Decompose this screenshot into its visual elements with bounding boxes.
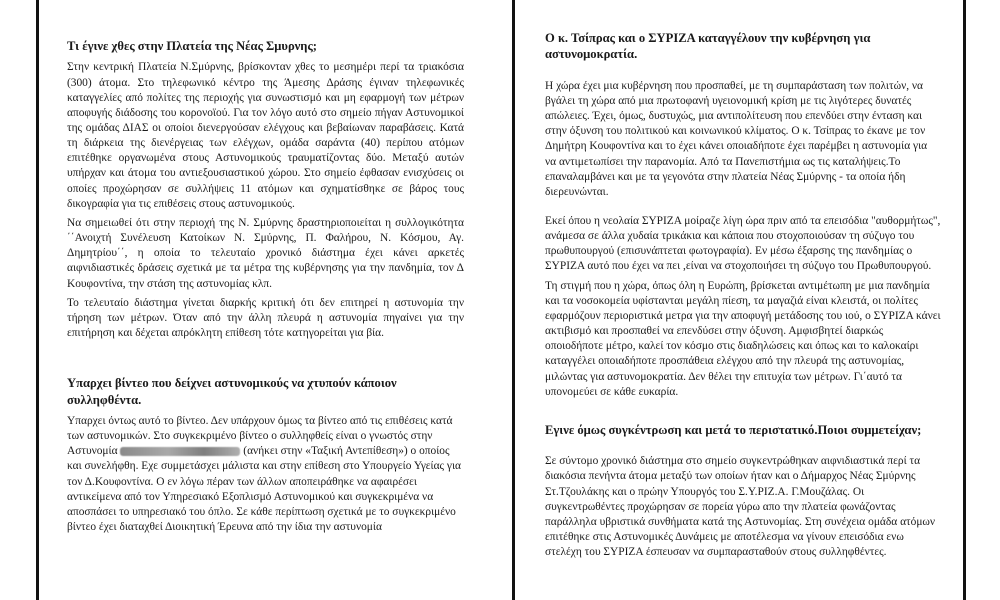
paragraph-collective: Να σημειωθεί ότι στην περιοχή της Ν. Σμύρνης δραστηριοποιείται η συλλογικότητα ΄΄Ανοιχτή Συνέλευση Κατοίκων Ν. Σμύρνης, Π. Φαλήρου, Ν. Κόσμου, Αγ. Δημητρίου΄΄, η οποία το τελευταίο χρονικό διάστημα έχει κάνει αρκετές αιφνιδιαστικές δράσεις σχετικά με τα μέτρα της κυβέρνησης για την πανδημία, τον Δ Κουφοντίνα, την στάση της αστυνομίας κλπ. bbox=[67, 216, 464, 290]
section-heading-video: Υπαρχει βίντεο που δείχνει αστυνομικούς να χτυπούν κάποιον συλληφθέντα. bbox=[67, 376, 397, 407]
right-document-page bbox=[512, 0, 966, 600]
paragraph-incident: Στην κεντρική Πλατεία Ν.Σμύρνης, βρίσκονταν χθες το μεσημέρι περί τα τριακόσια (300) άτομα. Στο τηλεφωνικό κέντρο της Άμεσης Δράσης έγιναν τηλεφωνικές καταγγελίες από πολίτες της περιοχής για συνωστισμό και μη εφαρμογή των μέτρων αποφυγής διάδοσης του κορονοϊού. Για τον λόγο αυτό στο σημείο πήγαν Αστυνομικοί της ομάδας ΔΙΑΣ οι οποίοι διενεργούσαν ελέγχους και βεβαίωναν παραβάσεις. Κατά τη διάρκεια της διενέργειας των ελέγχων, ομάδα σαράντα (40) περίπου ατόμων επιτέθηκε οργανωμένα στους Αστυνομικούς τραυματίζοντας δύο. Μεταξύ αυτών υπήρχαν και άτομα του αντιεξουσιαστικού χώρου. Στο σημείο έφθασαν ενισχύσεις οι οποίες προχώρησαν σε συλλήψεις 11 ατόμων και σχηματίσθηκε σε βάρος τους δικογραφία για τις επιθέσεις στους αστυνομικούς. bbox=[67, 61, 464, 210]
paragraph-video-end: (ανήκει στην «Ταξική Αντεπίθεση») ο οποίος και συνελήφθη. Εχε συμμετάσχει μάλιστα και στην επίθεση στο Υπουργείο Υγείας για τον Δ.Κουφοντίνα. Ο εν λόγω πέραν των άλλων αποπειράθηκε να αφαιρέσει αντικείμενα από τον Υπηρεσιακό Εξοπλισμό Αστυνομικού και συγκεκριμένα να αποσπάσει το υπηρεσιακό του όπλο. Σε κάθε περίπτωση σχετικά με το συγκεκριμένο βίντεο έχει διαταχθεί Διοικητική Έρευνα από την ίδια την αστυνομία bbox=[67, 445, 461, 533]
section-heading-tsipras: Ο κ. Τσίπρας και ο ΣΥΡΙΖΑ καταγγέλουν την κυβέρνηση για αστυνομοκρατία. bbox=[545, 31, 871, 62]
page-gutter bbox=[486, 0, 512, 600]
paragraph-gathering: Σε σύντομο χρονικό διάστημα στο σημείο συγκεντρώθηκαν αιφνιδιαστικά περί τα διακόσια πενήντα άτομα μεταξύ των οποίων ήταν και ο Δήμαρχος Νέας Σμύρνης Στ.Τζουλάκης και ο πρώην Υπουργός του Σ.Υ.ΡΙΖ.Α. Γ.Μουζάλας. Οι συγκεντρωθέντες προχώρησαν σε πορεία γύρω απο την πλατεία φωνάζοντας παράλληλα υβριστικά συνθήματα κατά της Αστυνομίας. Στη συνέχεια ομάδα ατόμων επιτέθηκε στις Αστυνομικές Δυνάμεις με αποτέλεσμα να γίνουν επεισόδια ενω στελέχη του ΣΥΡΙΖΑ έσπευσαν να συμπαρασταθούν στους συλληφθέντες. bbox=[545, 455, 936, 559]
paragraph-youth-leaflets: Εκεί όπου η νεολαία ΣΥΡΙΖΑ μοίραζε λίγη ώρα πριν από τα επεισόδια "αυθορμήτως", ανάμεσα σε άλλα χυδαία τρικάκια και κάποια που στοχοποιούσαν τη σύζυγο του πρωθυπουργού (επισυνάπτεται φωτογραφία). Εν μέσω έξαρσης της πανδημίας ο ΣΥΡΙΖΑ αυτό που έχει να πει ,είναι να στοχοποιήσει τη σύζυγο του Πρωθυπουργού. bbox=[545, 214, 941, 273]
section-heading-nea-smyrni: Τι έγινε χθες στην Πλατεία της Νέας Σμυρνης; bbox=[67, 39, 317, 53]
paragraph-government: Η χώρα έχει μια κυβέρνηση που προσπαθεί, με τη συμπαράσταση των πολιτών, να βγάλει τη χώρα από μια πρωτοφανή υγειονομική κρίση με τις λιγότερες δυνατές απώλειες. Έχει, όμως, δυστυχώς, μια αντιπολίτευση που επενδύει στην ένταση και στην όξυνση του πολιτικού και κοινωνικού κλίματος. Ο κ. Τσίπρας το έκανε με τον Δημήτρη Κουφοντίνα και το έχει κάνει οποιαδήποτε έχει παρέμβει η αστυνομία για να αντιμετωπίσει την παρανομία. Από τα Πανεπιστήμια ως τις καταλήψεις.Το επαναλαμβάνει και με τα γεγονότα στην πλατεία Νέας Σμύρνης - τα οποία ήδη διερευνώνται. bbox=[545, 79, 928, 198]
paragraph-video-start: Υπαρχει όντως αυτό το βίντεο. Δεν υπάρχουν όμως τα βίντεο από τις επιθέσεις κατά των αστυνομικών. Στο συγκεκριμένο βίντεο ο συλληφθείς είναι ο γνωστός στην Αστυνομία bbox=[67, 414, 453, 458]
redaction-bar bbox=[120, 447, 240, 456]
paragraph-pandemic-activism: Τη στιγμή που η χώρα, όπως όλη η Ευρώπη, βρίσκεται αντιμέτωπη με μια πανδημία και τα νοσοκομεία υφίστανται μεγάλη πίεση, τα μαγαζιά είναι κλειστά, οι πολίτες εφαρμόζουν περιοριστικά μετρα για την αποφυγή μετάδοσης του ιού, ο ΣΥΡΙΖΑ κάνει ακτιβισμό και προσπαθεί να επενδύσει στην όξυνση. Αμφισβητεί διαρκώς οποιοδήποτε μέτρο, καλεί τον κόσμο στις διαδηλώσεις και όπως και το καλοκαίρι καταγγέλει οποιαδήποτε προσπάθεια ελέγχου από την πλευρά της αστυνομίας, μιλώντας για αστυνομοκρατία. Δεν θέλει την επιτυχία των μέτρων. Γι΄αυτό τα υπονομεύει σε κάθε ευκαρία. bbox=[545, 279, 941, 398]
paragraph-video bbox=[67, 414, 464, 535]
left-document-page bbox=[36, 0, 486, 600]
section-heading-gathering: Εγινε όμως συγκέντρωση και μετά το περιστατικό.Ποιοι συμμετείχαν; bbox=[545, 422, 922, 437]
paragraph-criticism: Το τελευταίο διάστημα γίνεται διαρκής κριτική ότι δεν επιτηρεί η αστυνομία την τήρηση των μέτρων. Όταν από την άλλη πλευρά η αστυνομία πηγαίνει για την επιτήρηση και δέχεται απρόκλητη επίθεση τότε κατηγορείται για βία. bbox=[67, 296, 464, 340]
